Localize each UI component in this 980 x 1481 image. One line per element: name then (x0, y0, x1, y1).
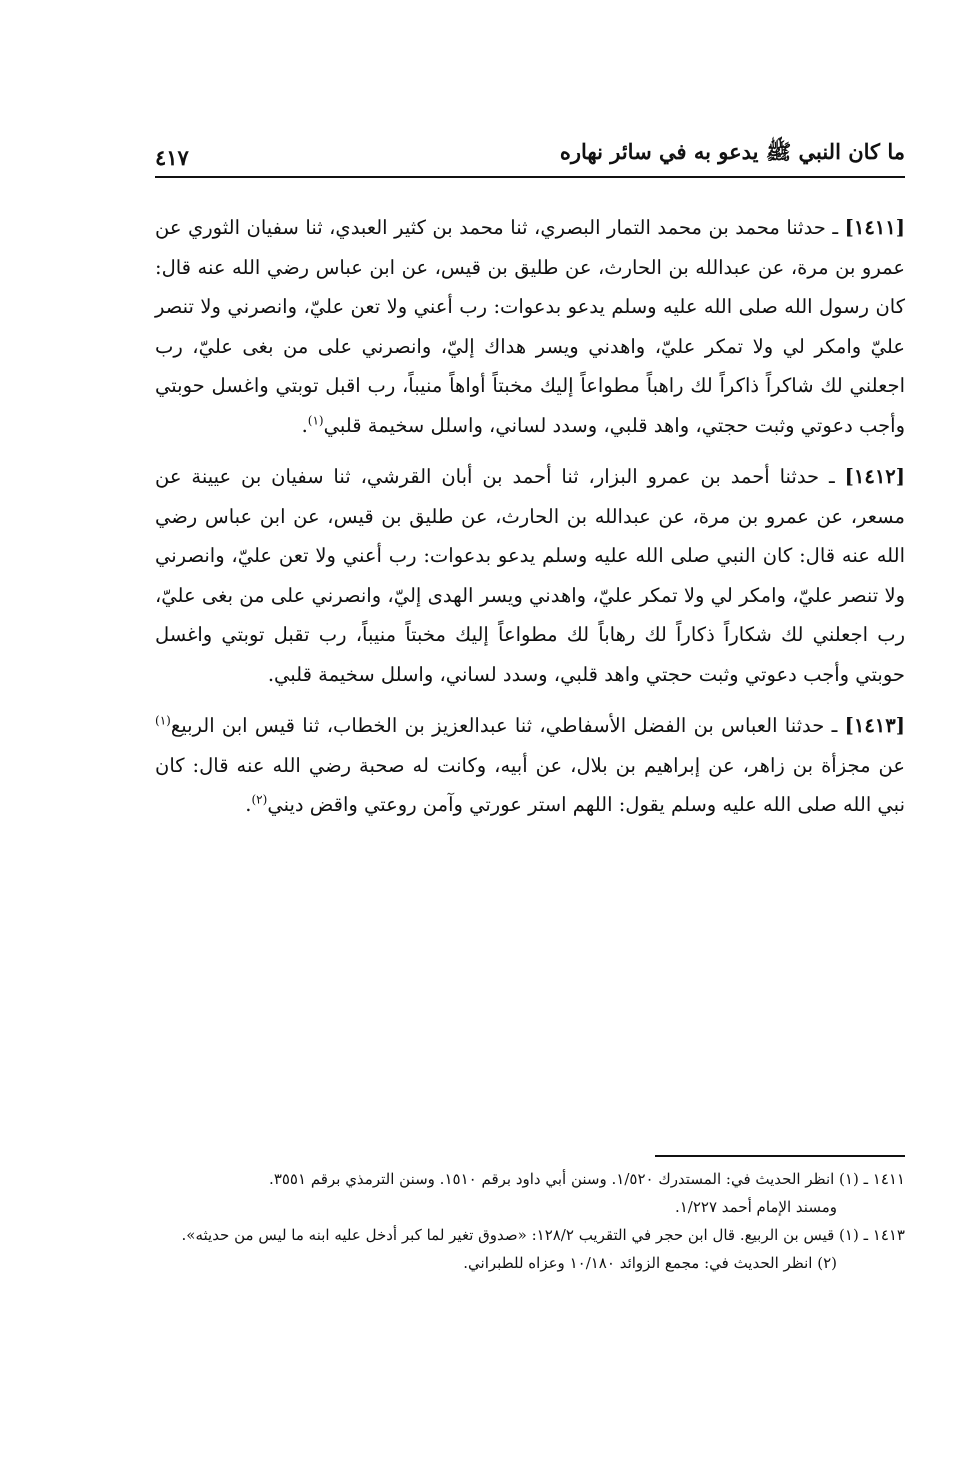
footnotes (155, 1155, 905, 1277)
hadith-text: ـ حدثنا العباس بن الفضل الأسفاطي، ثنا عبدالعزيز بن الخطاب، ثنا قيس ابن الربيع (170, 714, 838, 737)
footnote: ١٤١١ ـ (١) انظر الحديث في: المستدرك ١/٥٢٠. وسنن أبي داود برقم ١٥١٠. وسنن الترمذي برقم ٣٥٥١. (269, 1170, 905, 1188)
hadith-end: . (301, 413, 308, 437)
hadith-text-cont: عن مجزأة بن زاهر، عن إبراهيم بن بلال، عن أبيه، وكانت له صحبة رضي الله عنه قال: كان نبي الله صلى الله عليه وسلم يقول: اللهم استر عورتي وآمن روعتي واقض ديني (155, 753, 905, 816)
hadith-1412 (155, 457, 905, 694)
running-title: ما كان النبي ﷺ يدعو به في سائر نهاره (559, 139, 905, 164)
footnote-ref: (١) (307, 413, 324, 427)
footnote-ref: (١) (155, 713, 171, 728)
page-number: ٤١٧ (155, 145, 189, 170)
page-content (155, 140, 905, 837)
hadith-1413 (155, 706, 905, 825)
hadith-text: ـ حدثنا محمد بن محمد التمار البصري، ثنا محمد بن كثير العبدي، ثنا سفيان الثوري عن عمرو بن مرة، عن عبدالله بن الحارث، عن طليق بن قيس، عن ابن عباس رضي الله عنه قال: كان رسول الله صلى الله عليه وسلم يدعو بدعوات: رب أعني ولا تعن عليّ، وانصرني ولا تنصر عليّ وامكر لي ولا تمكر عليّ، واهدني ويسر هداك إليّ، وانصرني على من بغى عليّ، رب اجعلني لك شاكراً ذاكراً لك راهباً مطواعاً إليك مخبتاً أواهاً منيباً، رب اقبل توبتي واغسل حوبتي وأجب دعوتي وثبت حجتي، واهد قلبي، وسدد لساني، واسلل سخيمة قلبي (155, 216, 905, 437)
hadith-number: [١٤١١] (844, 216, 905, 239)
running-header (155, 140, 905, 174)
hadith-text: ـ حدثنا أحمد بن عمرو البزار، ثنا أحمد بن أبان القرشي، ثنا سفيان بن عيينة عن مسعر، عن عمرو بن مرة، عن عبدالله بن الحارث، عن طليق بن قيس، عن ابن عباس رضي الله عنه قال: كان النبي صلى الله عليه وسلم يدعو بدعوات: رب أعني ولا تعن عليّ، وانصرني ولا تنصر عليّ، وامكر لي ولا تمكر عليّ، واهدني ويسر الهدى إليّ، وانصرني على من بغى عليّ، رب اجعلني لك شكاراً ذكاراً لك رهاباً لك مطواعاً إليك مخبتاً منيباً، رب تقبل توبتي واغسل حوبتي وأجب دعوتي وثبت حجتي واهد قلبي، وسدد لساني، واسلل سخيمة قلبي. (155, 465, 905, 686)
footnote-ref: (٢) (251, 792, 268, 807)
footnote: (٢) انظر الحديث في: مجمع الزوائد ١٠/١٨٠ وعزاه للطبراني. (463, 1254, 837, 1272)
footnote: ومسند الإمام أحمد ١/٢٢٧. (674, 1198, 837, 1216)
body-text (155, 208, 905, 825)
hadith-number: [١٤١٣] (844, 714, 905, 737)
hadith-end: . (245, 793, 252, 816)
hadith-1411 (155, 208, 905, 445)
hadith-number: [١٤١٢] (844, 465, 906, 488)
footnote: ١٤١٣ ـ (١) قيس بن الربيع. قال ابن حجر في التقريب ١٢٨/٢: «صدوق تغير لما كبر أدخل عليه ابنه ما ليس من حديثه». (181, 1226, 905, 1244)
footnote-rule (655, 1155, 905, 1157)
header-rule (155, 176, 905, 178)
